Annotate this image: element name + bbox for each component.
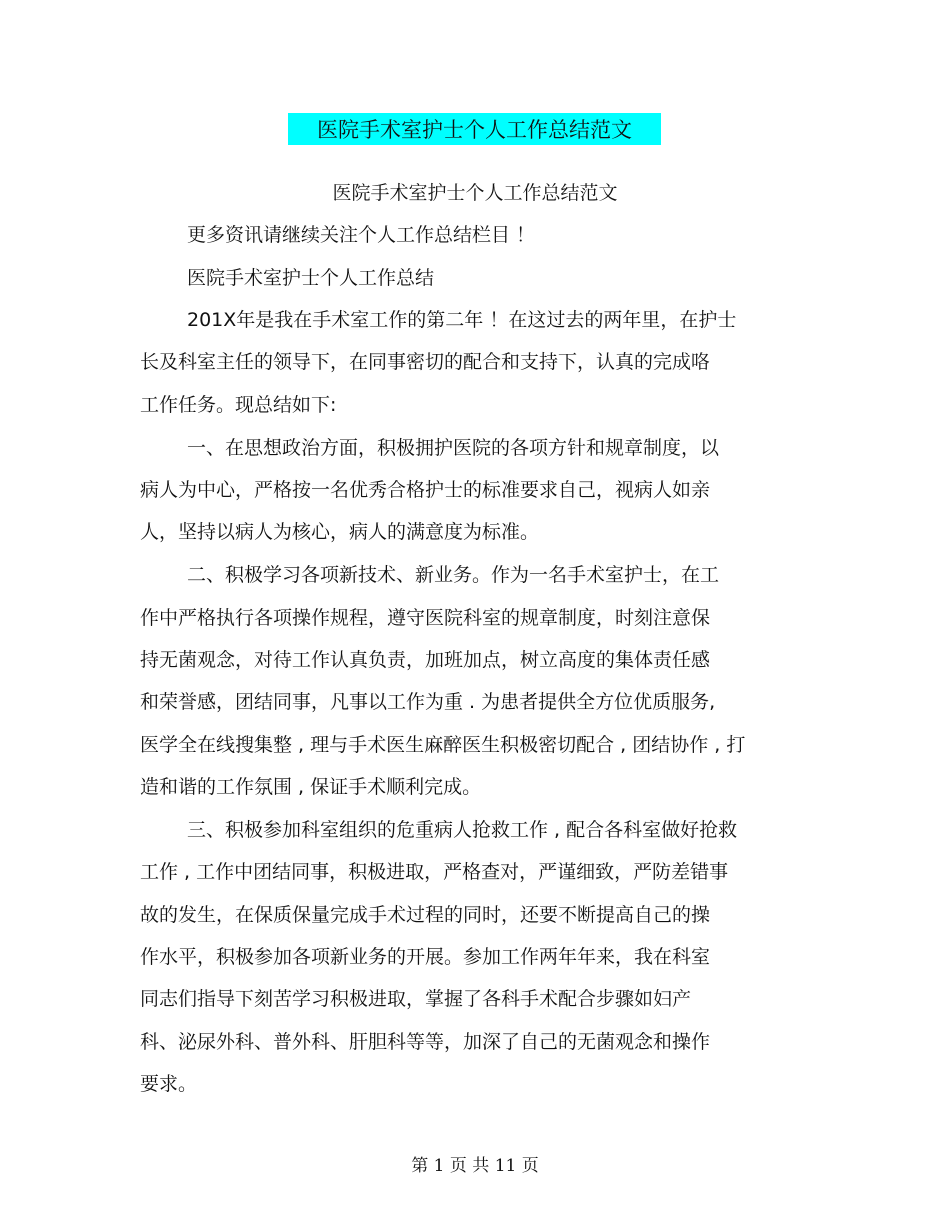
paragraph-line: 病人为中心，严格按一名优秀合格护士的标准要求自己，视病人如亲 (140, 479, 711, 501)
paragraph-line: 201X年是我在手术室工作的第二年 ！在这过去的两年里，在护士 (187, 309, 737, 331)
document-title: 医院手术室护士个人工作总结范文 (317, 118, 632, 142)
paragraph-line: 长及科室主任的领导下，在同事密切的配合和支持下，认真的完成咯 (140, 351, 711, 373)
paragraph-line: 工作 , 工作中团结同事，积极进取，严格查对，严谨细致，严防差错事 (140, 861, 729, 883)
paragraph-line: 同志们指导下刻苦学习积极进取，掌握了各科手术配合步骤如妇产 (140, 988, 692, 1010)
paragraph-line: 要求。 (140, 1073, 198, 1095)
paragraph-line: 一、在思想政治方面，积极拥护医院的各项方针和规章制度，以 (187, 437, 720, 459)
document-subtitle: 医院手术室护士个人工作总结范文 (332, 182, 618, 204)
paragraph-line: 作水平，积极参加各项新业务的开展。参加工作两年年来，我在科室 (140, 946, 711, 968)
paragraph-line: 故的发生，在保质保量完成手术过程的同时，还要不断提高自己的操 (140, 904, 711, 926)
paragraph-line: 人，坚持以病人为核心，病人的满意度为标准。 (140, 521, 540, 543)
paragraph-line: 造和谐的工作氛围 , 保证手术顺利完成。 (140, 776, 482, 798)
text-line: 更多资讯请继续关注个人工作总结栏目 ！ (187, 224, 536, 246)
paragraph-line: 持无菌观念，对待工作认真负责，加班加点，树立高度的集体责任感 (140, 649, 711, 671)
paragraph-line: 和荣誉感，团结同事，凡事以工作为重 . 为患者提供全方位优质服务, (140, 691, 716, 713)
paragraph-line: 三、积极参加科室组织的危重病人抢救工作 , 配合各科室做好抢救 (187, 819, 738, 841)
paragraph-line: 医学全在线搜集整 , 理与手术医生麻醉医生积极密切配合 , 团结协作 , 打 (140, 734, 746, 756)
paragraph-line: 工作任务。现总结如下: (140, 394, 337, 416)
page-footer: 第 1 页 共 11 页 (411, 1156, 539, 1176)
paragraph-line: 作中严格执行各项操作规程，遵守医院科室的规章制度，时刻注意保 (140, 607, 711, 629)
title-highlight (288, 113, 661, 145)
text-line: 医院手术室护士个人工作总结 (187, 267, 435, 289)
paragraph-line: 科、泌尿外科、普外科、肝胆科等等，加深了自己的无菌观念和操作 (140, 1031, 711, 1053)
paragraph-line: 二、积极学习各项新技术、新业务。作为一名手术室护士，在工 (187, 564, 720, 586)
